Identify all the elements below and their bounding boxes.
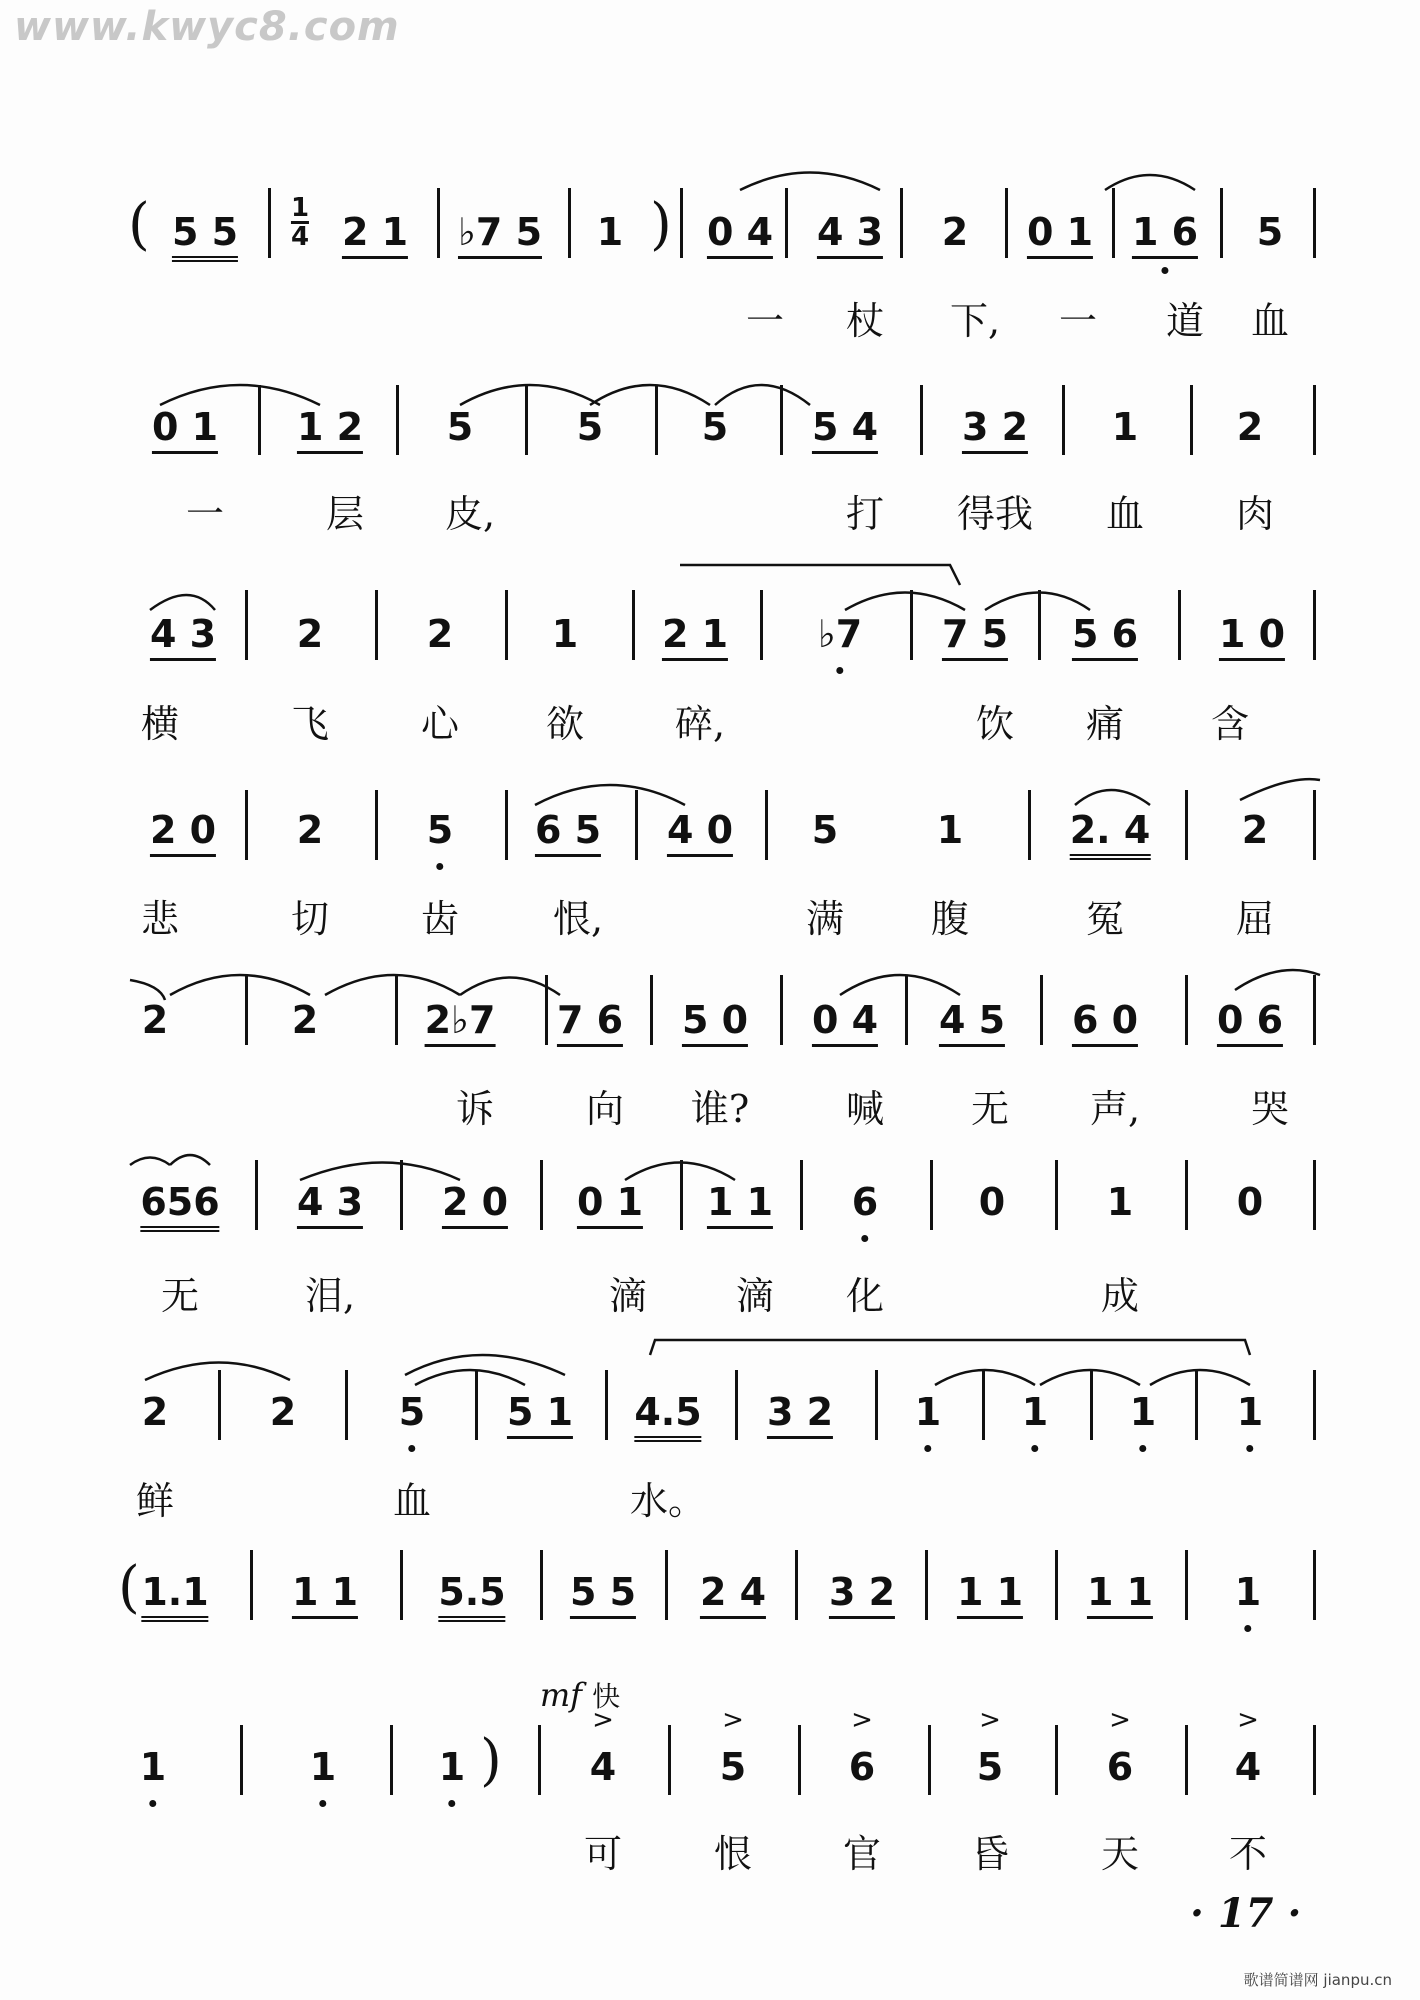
page-number: · 17 · (1190, 1890, 1302, 1937)
slur (160, 385, 320, 405)
accent-mark: > (1237, 1705, 1259, 1735)
lyric: 谁? (690, 1087, 750, 1131)
note-group: 2♭7 (425, 998, 496, 1047)
note-group: 2 0 (150, 808, 216, 857)
note: ♭7 (817, 612, 863, 656)
lyric: 成 (1100, 1274, 1140, 1318)
note-group: 0 6 (1217, 998, 1283, 1047)
note: 1 (1106, 1180, 1134, 1224)
note: 6 (1106, 1745, 1134, 1789)
note-group: 1 1 (1087, 1570, 1153, 1619)
note: 6 (851, 1180, 879, 1224)
note-group: 5 5 (172, 210, 238, 262)
note: 2 (1236, 405, 1264, 449)
lyric: 滴 (735, 1274, 775, 1318)
note-group: 1 0 (1219, 612, 1285, 661)
lyric: 层 (325, 492, 365, 536)
lyric: 声, (1089, 1087, 1141, 1131)
note: 1 (914, 1390, 942, 1434)
accent-mark: > (722, 1705, 744, 1735)
slur (740, 173, 880, 191)
note-group: 2. 4 (1070, 808, 1151, 860)
lyric: 悲 (140, 897, 180, 941)
note: 1 (551, 612, 579, 656)
lyric: 昏 (970, 1832, 1010, 1876)
lyric: 血 (392, 1479, 432, 1523)
note: 5 (446, 405, 474, 449)
slur (130, 1158, 170, 1166)
lyric: 痛 (1085, 702, 1125, 746)
lyric: 滴 (608, 1274, 648, 1318)
note-group: 0 4 (812, 998, 878, 1047)
note-group: 6 5 (535, 808, 601, 857)
note-group: 1.1 (141, 1570, 208, 1622)
note-group: 4.5 (634, 1390, 701, 1442)
slur (300, 1163, 460, 1181)
slur (325, 975, 460, 995)
slur (680, 565, 960, 585)
slur (1235, 970, 1320, 990)
lyric: 屈 (1235, 897, 1275, 941)
note-group: 0 1 (1027, 210, 1093, 259)
lyric: 喊 (845, 1087, 885, 1131)
note-group: 5 4 (812, 405, 878, 454)
note: 4 (1234, 1745, 1262, 1789)
paren-close: ) (480, 1728, 502, 1793)
note: 2 (1241, 808, 1269, 852)
slur (535, 785, 685, 805)
note: 1 (309, 1745, 337, 1789)
slur (170, 975, 310, 995)
accent-mark: > (592, 1705, 614, 1735)
lyric: 切 (290, 897, 330, 941)
lyric: 一 (185, 492, 225, 536)
slur (715, 385, 810, 405)
lyric: 恨, (552, 897, 604, 941)
lyric: 道 (1165, 299, 1205, 343)
note: 0 (1236, 1180, 1264, 1224)
note: 2 (296, 808, 324, 852)
watermark: www.kwyc8.com (14, 4, 400, 50)
note: 5 (576, 405, 604, 449)
note: 5 (398, 1390, 426, 1434)
note: 2 (269, 1390, 297, 1434)
lyric: 横 (140, 702, 180, 746)
accent-mark: > (979, 1705, 1001, 1735)
paren-close: ) (650, 192, 672, 257)
note: 2 (291, 998, 319, 1042)
lyric: 血 (1105, 492, 1145, 536)
lyric: 下, (949, 299, 1001, 343)
dynamic-mark: mf 快 (539, 1676, 621, 1714)
slur (1105, 175, 1195, 190)
slur (130, 980, 165, 1000)
note-group: 0 1 (577, 1180, 643, 1229)
note-group: 2 1 (662, 612, 728, 661)
note: 1 (139, 1745, 167, 1789)
note: 1 (596, 210, 624, 254)
lyric: 化 (845, 1274, 885, 1318)
slur (650, 1340, 1250, 1355)
note: 2 (141, 998, 169, 1042)
lyric: 向 (585, 1087, 625, 1131)
note: 1 (1234, 1570, 1262, 1614)
lyric: 饮 (975, 702, 1015, 746)
slur (1075, 790, 1150, 805)
slur (590, 385, 710, 405)
lyric: 一 (1058, 299, 1098, 343)
note-group: 7 6 (557, 998, 623, 1047)
note-group: 4 3 (297, 1180, 363, 1229)
lyric: 得我 (956, 492, 1034, 536)
lyric: 泪, (304, 1274, 356, 1318)
note: 5 (976, 1745, 1004, 1789)
note: 1 (1021, 1390, 1049, 1434)
lyric: 不 (1228, 1832, 1268, 1876)
note: 2 (941, 210, 969, 254)
lyric: 肉 (1235, 492, 1275, 536)
note: 5 (426, 808, 454, 852)
note: 5 (811, 808, 839, 852)
note-group: 4 3 (150, 612, 216, 661)
lyric: 可 (583, 1832, 623, 1876)
note: 4 (589, 1745, 617, 1789)
lyric: 冤 (1085, 897, 1125, 941)
slur (170, 1155, 210, 1165)
accent-mark: > (1109, 1705, 1131, 1735)
footer-watermark: 歌谱简谱网 jianpu.cn (1243, 1971, 1392, 1989)
note-group: 1 1 (292, 1570, 358, 1619)
note-group: 3 2 (829, 1570, 895, 1619)
lyric: 官 (842, 1832, 882, 1876)
note: 5 (1256, 210, 1284, 254)
lyric: 含 (1210, 702, 1250, 746)
note-group: 1 6 (1132, 210, 1198, 259)
note: 1 (1236, 1390, 1264, 1434)
note-group: 656 (140, 1180, 219, 1232)
note-group: 3 2 (767, 1390, 833, 1439)
note-group: 0 4 (707, 210, 773, 259)
note-group: ♭7 5 (458, 210, 542, 259)
note: 2 (426, 612, 454, 656)
note-group: 5 6 (1072, 612, 1138, 661)
slur (415, 1370, 525, 1385)
paren-open: ( (128, 192, 150, 257)
accent-mark: > (851, 1705, 873, 1735)
note: 1 (936, 808, 964, 852)
note: 2 (141, 1390, 169, 1434)
note-group: 0 1 (152, 405, 218, 454)
lyric: 满 (805, 897, 845, 941)
note-group: 7 5 (942, 612, 1008, 661)
note: 1 (1111, 405, 1139, 449)
lyric: 鲜 (135, 1479, 175, 1523)
slur (1150, 1370, 1250, 1385)
paren-open: ( (118, 1555, 140, 1620)
note-group: 4 5 (939, 998, 1005, 1047)
slur (150, 595, 215, 610)
lyric: 飞 (290, 702, 330, 746)
lyric: 水。 (629, 1479, 707, 1523)
note: 5 (701, 405, 729, 449)
lyric: 无 (970, 1087, 1010, 1131)
time-signature: $\frac{1}{4}$ (290, 193, 310, 252)
note-group: 5 5 (570, 1570, 636, 1619)
note-group: 4 0 (667, 808, 733, 857)
note-group: 2 1 (342, 210, 408, 259)
note: 5 (719, 1745, 747, 1789)
lyric: 诉 (455, 1087, 495, 1131)
lyric: 无 (160, 1274, 200, 1318)
note-group: 2 0 (442, 1180, 508, 1229)
lyric: 天 (1100, 1832, 1140, 1876)
slur (405, 1355, 565, 1375)
slur (845, 593, 965, 611)
lyric: 皮, (444, 492, 496, 536)
lyric: 哭 (1250, 1087, 1290, 1131)
note-group: 1 1 (707, 1180, 773, 1229)
note: 0 (978, 1180, 1006, 1224)
lyric: 碎, (674, 702, 726, 746)
note: 6 (848, 1745, 876, 1789)
lyric: 一 (745, 299, 785, 343)
lyric: 心 (420, 702, 460, 746)
note-group: 2 4 (700, 1570, 766, 1619)
note-group: 5 0 (682, 998, 748, 1047)
note: 1 (1129, 1390, 1157, 1434)
slur (460, 385, 600, 405)
lyric: 欲 (545, 702, 585, 746)
note: 2 (296, 612, 324, 656)
note-group: 1 1 (957, 1570, 1023, 1619)
lyric: 杖 (845, 299, 885, 343)
lyric: 恨 (713, 1832, 753, 1876)
slur (1240, 779, 1320, 800)
note-group: 3 2 (962, 405, 1028, 454)
note: 1 (438, 1745, 466, 1789)
note-group: 6 0 (1072, 998, 1138, 1047)
lyric: 腹 (930, 897, 970, 941)
note-group: 5 1 (507, 1390, 573, 1439)
slur (935, 1370, 1035, 1385)
lyric: 打 (845, 492, 885, 536)
note-group: 4 3 (817, 210, 883, 259)
slur (840, 975, 960, 995)
lyric: 血 (1250, 299, 1290, 343)
lyric: 齿 (420, 897, 460, 941)
note-group: 1 2 (297, 405, 363, 454)
note-group: 5.5 (438, 1570, 505, 1622)
